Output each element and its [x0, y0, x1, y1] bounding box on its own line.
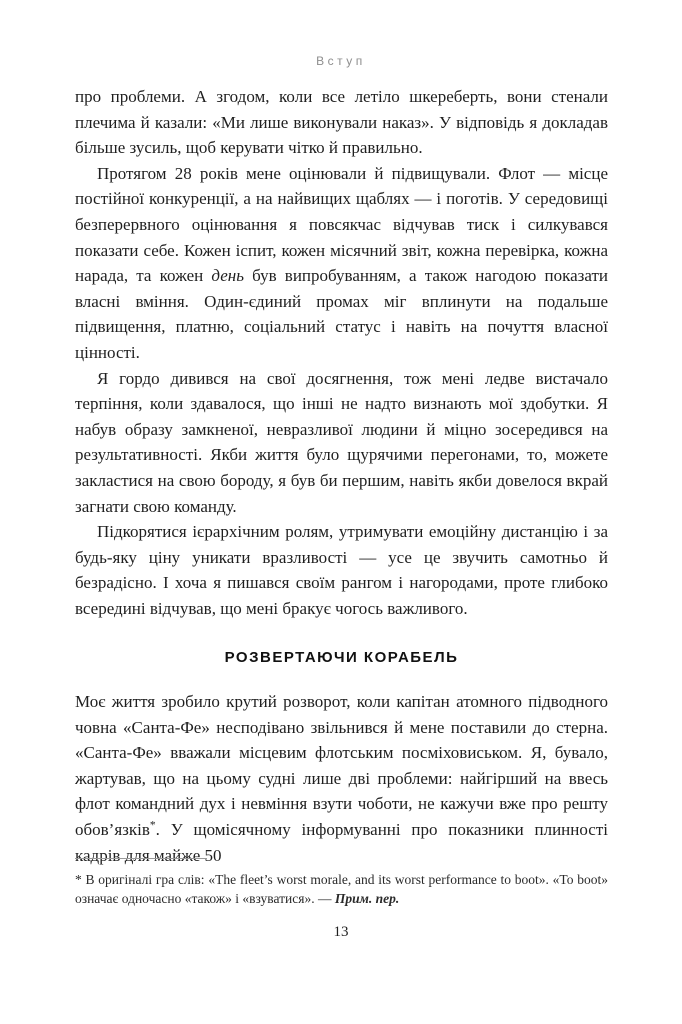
footnote-rule [75, 858, 207, 859]
text-run: Протягом 28 років мене оцінювали й підвищували. Флот — місце постійної конкуренції, а на найвищих щаблях — і поготів. У середовищі безперервного оцінювання я повсякчас відчував тиск і силкувався показати себе. Кожен іспит, кожен місячний звіт, кожна перевірка, кожна нарада, та кожен [75, 163, 608, 286]
paragraph [75, 366, 608, 520]
text-run: про проблеми. А згодом, коли все летіло шкереберть, вони стенали плечима й казали: «Ми лише виконували наказ». У відповідь я докладав більше зусиль, щоб керувати чітко й правильно. [75, 87, 608, 158]
page-number: 13 [333, 924, 349, 940]
paragraph [75, 519, 608, 621]
body-text [75, 84, 608, 868]
text-run: Прим. пер. [334, 891, 400, 906]
paragraph [75, 161, 608, 366]
section-heading: РОЗВЕРТАЮЧИ КОРАБЕЛЬ [224, 649, 459, 667]
text-run: день [211, 266, 244, 286]
text-run: . У щомісячному інформуванні про показники плинності кадрів для майже 50 [75, 820, 608, 865]
text-run: Я гордо дивився на свої досягнення, тож мені ледве вистачало терпіння, коли здавалося, що інші не надто визнають мої здобутки. Я набув образу замкненої, невразливої людини й міцно зосередився на результативності. Якби життя було щурячими перегонами, то, можете закластися на свою бороду, я був би першим, навіть якби довелося вкрай загнати свою команду. [75, 368, 608, 516]
text-run: Підкорятися ієрархічним ролям, утримувати емоційну дистанцію і за будь-яку ціну уникати вразливості — усе це звучить самотньо й безрадісно. І хоча я пишався своїм рангом і нагородами, проте глибоко всередині відчував, що мені бракує чогось важливого. [75, 522, 608, 618]
text-run: Моє життя зробило крутий розворот, коли капітан атомного підводного човна «Санта-Фе» несподівано звільнився й мене поставили до стерна. «Санта-Фе» вважали місцевим флотським посміховиськом. Я, бувало, жартував, що на цьому судні лише дві проблеми: найгірший на ввесь флот командний дух і невміння взути чоботи, не кажучи вже про решту обов’язків [75, 692, 608, 840]
text-run: був випробуванням, а також нагодою показати власні вміння. Один-єдиний промах міг вплинути на подальше підвищення, платню, соціальний статус і навіть на почуття власної цінності. [75, 266, 608, 362]
text-run: * В оригіналі гра слів: «The fleet’s worst morale, and its worst performance to boot». «To boot» означає одночасно «також» і «взуватися». — [75, 872, 608, 906]
running-head: Вступ [316, 54, 366, 68]
footnote-marker: * [149, 818, 156, 832]
footnote-block [75, 858, 608, 908]
footnote-text [75, 870, 608, 908]
paragraph [75, 689, 608, 868]
paragraph [75, 84, 608, 161]
